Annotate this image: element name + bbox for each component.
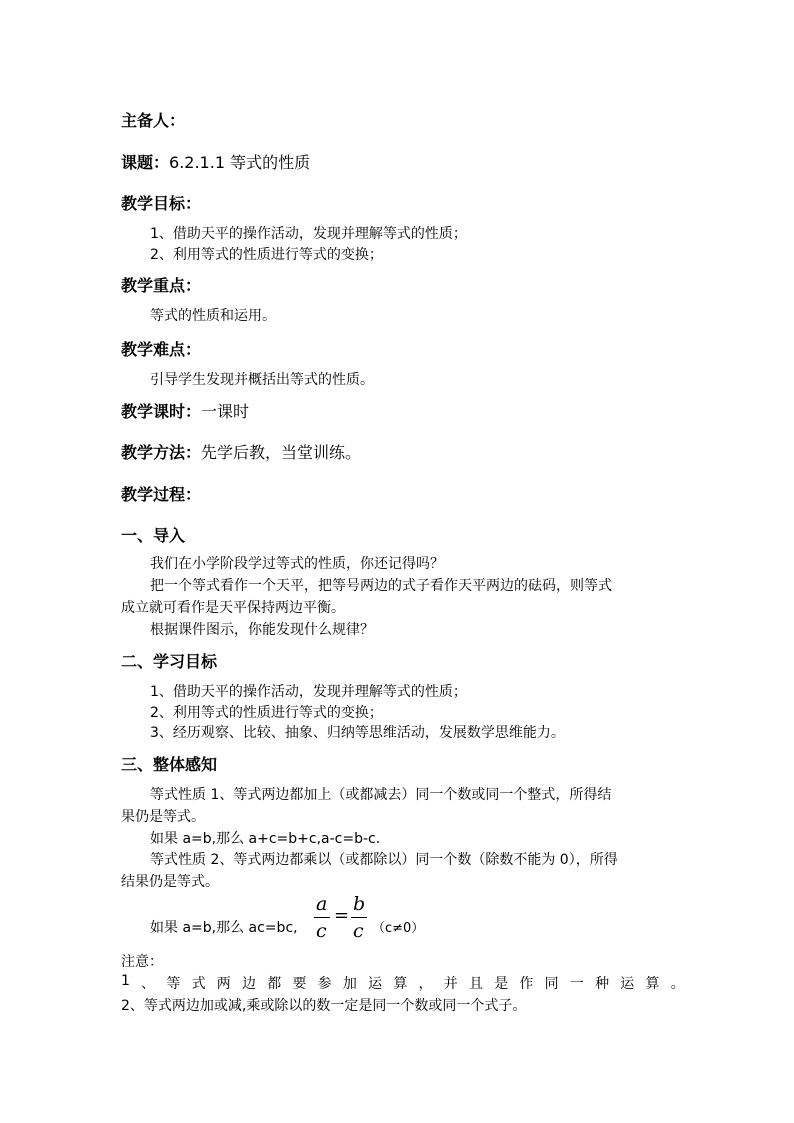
method-line: [121, 440, 361, 463]
fraction-right-bar: [351, 917, 367, 918]
note-1-char: 加: [342, 976, 357, 992]
note-1-char: 要: [292, 976, 307, 992]
goal-item: 1、借助天平的操作活动，发现并理解等式的性质；: [150, 684, 467, 700]
property-2-example: 如果 a=b,那么 ac=bc,: [150, 920, 298, 936]
note-1-char: 都: [267, 976, 282, 992]
fraction-left-bar: [314, 917, 330, 918]
objectives-heading: 教学目标：: [121, 194, 202, 213]
note-1-char: 算: [393, 976, 408, 992]
note-1-char: 同: [544, 976, 559, 992]
notes-label: 注意：: [121, 954, 163, 970]
note-1-char: 边: [242, 976, 257, 992]
method-value: 先学后教，当堂训练。: [201, 443, 362, 462]
note-1-char: 运: [368, 976, 383, 992]
note-1-char: 且: [468, 976, 483, 992]
topic-value: 6.2.1.1 等式的性质: [169, 153, 311, 172]
fraction-left-numerator: a: [316, 893, 328, 915]
hours-line: [121, 399, 249, 422]
intro-paragraph: 把一个等式看作一个天平，把等号两边的式子看作天平两边的砝码，则等式: [150, 578, 612, 594]
property-1-text: 等式性质 1、等式两边都加上（或都减去）同一个数或同一个整式，所得结: [150, 787, 612, 803]
note-1-char: 。: [670, 976, 685, 992]
fraction-equals-sign: =: [334, 905, 350, 926]
goal-item: 2、利用等式的性质进行等式的变换；: [150, 705, 383, 721]
note-1-char: 并: [443, 976, 458, 992]
property-2-text: 等式性质 2、等式两边都乘以（或都除以）同一个数（除数不能为 0），所得: [150, 852, 618, 868]
note-1-char: 作: [519, 976, 534, 992]
note-1-char: 参: [317, 976, 332, 992]
topic-line: [121, 150, 310, 173]
note-1: [121, 973, 685, 993]
overview-heading: 三、整体感知: [121, 755, 218, 774]
goals-heading: 二、学习目标: [121, 652, 218, 671]
key-points-text: 等式的性质和运用。: [150, 308, 276, 324]
note-1-char: 算: [645, 976, 660, 992]
note-1-char: 等: [166, 976, 181, 992]
note-1-char: 1: [121, 973, 130, 989]
difficulties-heading: 教学难点：: [121, 340, 202, 359]
preparer-label: 主备人：: [121, 111, 186, 130]
note-1-char: 是: [494, 976, 509, 992]
objective-item: 1、借助天平的操作活动，发现并理解等式的性质；: [150, 226, 467, 242]
note-1-char: ，: [418, 976, 433, 992]
fraction-right-denominator: c: [353, 920, 364, 942]
note-1-char: 两: [216, 976, 231, 992]
note-1-char: 式: [191, 976, 206, 992]
intro-paragraph: 我们在小学阶段学过等式的性质，你还记得吗？: [150, 556, 444, 572]
topic-label: 课题：: [121, 153, 170, 172]
intro-paragraph: 根据课件图示，你能发现什么规律？: [150, 622, 374, 638]
process-heading: 教学过程：: [121, 485, 202, 504]
hours-label: 教学课时：: [121, 402, 202, 421]
key-points-heading: 教学重点：: [121, 276, 202, 295]
difficulties-text: 引导学生发现并概括出等式的性质。: [150, 372, 374, 388]
goal-item: 3、经历观察、比较、抽象、归纳等思维活动，发展数学思维能力。: [150, 725, 565, 741]
note-1-char: 一: [569, 976, 584, 992]
fraction-equation: [312, 893, 368, 945]
objective-item: 2、利用等式的性质进行等式的变换；: [150, 247, 383, 263]
note-1-char: 运: [620, 976, 635, 992]
note-1-char: 、: [141, 976, 156, 992]
intro-heading: 一、导入: [121, 526, 186, 545]
note-2: 2、等式两边加或减,乘或除以的数一定是同一个数或同一个式子。: [121, 998, 527, 1014]
fraction-right-numerator: b: [353, 893, 366, 915]
property-1-example: 如果 a=b,那么 a+c=b+c,a-c=b-c.: [150, 831, 381, 847]
property-2-text: 结果仍是等式。: [121, 874, 219, 890]
method-label: 教学方法：: [121, 443, 202, 462]
fraction-condition: （c≠0）: [372, 921, 425, 936]
note-1-char: 种: [595, 976, 610, 992]
intro-paragraph: 成立就可看作是天平保持两边平衡。: [121, 600, 345, 616]
hours-value: 一课时: [201, 402, 250, 421]
property-1-text: 果仍是等式。: [121, 809, 205, 825]
fraction-left-denominator: c: [316, 920, 327, 942]
